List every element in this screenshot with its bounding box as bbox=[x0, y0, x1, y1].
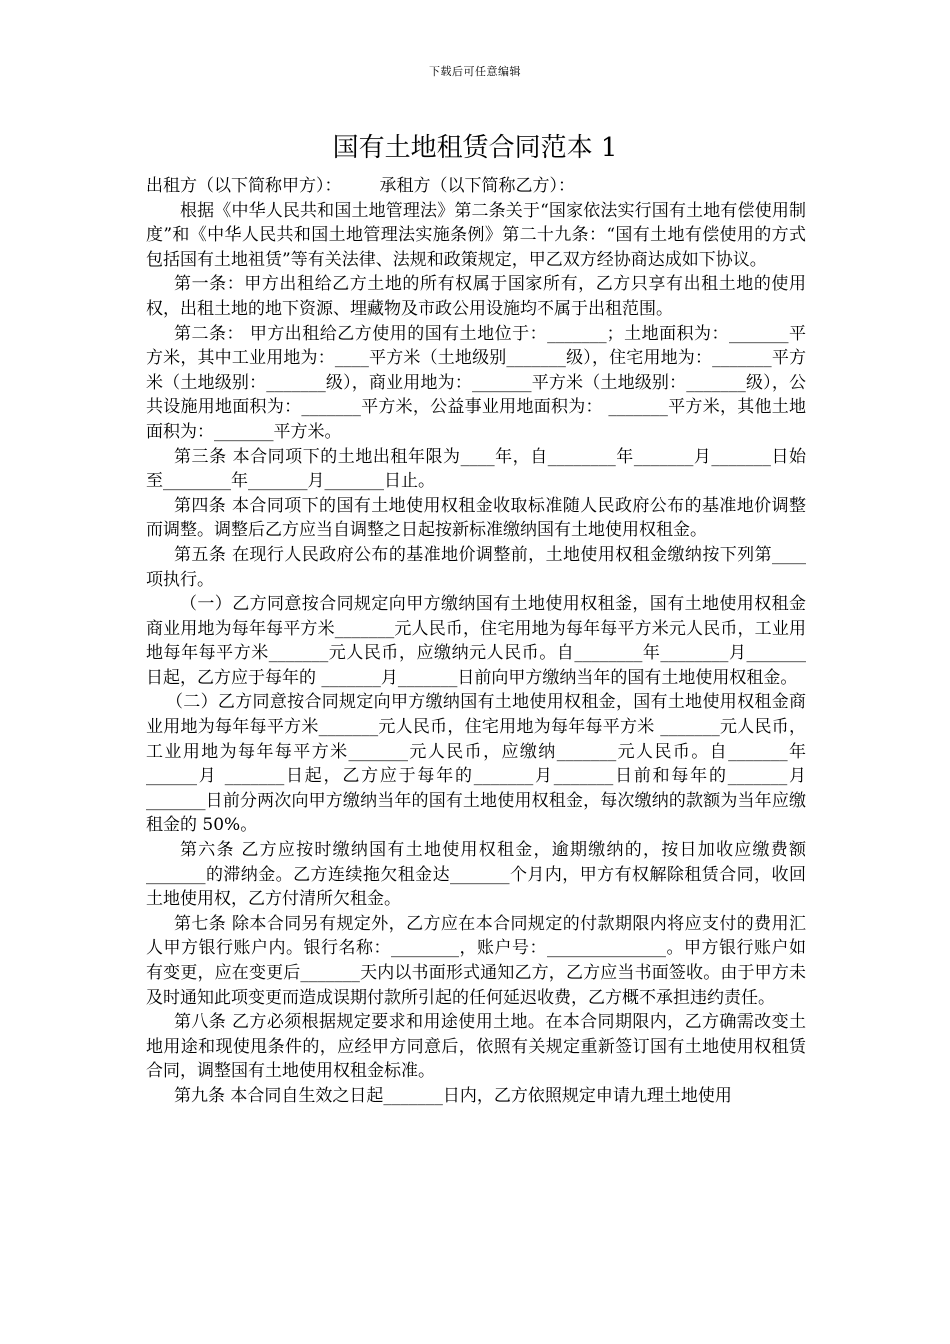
article-6-paragraph: 第六条 乙方应按时缴纳国有土地使用权租金，逾期缴纳的，按日加收应缴费额_______的滞纳金。乙方连续拖欠租金达_______个月内，甲方有权解除租赁合同，收回 土地使用权，乙方付清所欠租金。 bbox=[146, 840, 806, 910]
article-2-paragraph: 第二条： 甲方出租给乙方使用的国有土地位于：_______；土地面积为：_______平方米，其中工业用地为：____平方米（土地级别_______级），住宅用地为：_______平方米（土地级别：_______级），商业用地为：_______平方米（土地级别：_______级），公共设施用地面积为：_______平方米，公益事业用地面积为： _______平方米，其他土地面积为：_______平方米。 bbox=[146, 323, 806, 442]
article-5-paragraph: 第五条 在现行人民政府公布的基准地价调整前，土地使用权租金缴纳按下列第____项执行。 bbox=[146, 544, 806, 590]
article-3-paragraph: 第三条 本合同项下的土地出租年限为____年，自________年_______月_______日始至________年_______月_______日止。 bbox=[146, 446, 806, 492]
parties-line bbox=[146, 174, 806, 199]
lessee-label: 承租方（以下简称乙方）： bbox=[379, 176, 575, 196]
article-5-option-1-paragraph: （一）乙方同意按合同规定向甲方缴纳国有土地使用权租釜，国有土地使用权租金商业用地为每年每平方米_______元人民币，住宅用地为每年每平方米元人民币，工业用地每年每平方米_______元人民币，应缴纳元人民币。自________年________月_______日起，乙方应于每年的 _______月_______日前向甲方缴纳当年的国有土地使用权租金。 bbox=[146, 594, 806, 688]
article-8-paragraph: 第八条 乙方必须根据规定要求和用途使用土地。在本合同期限内，乙方确需改变土地用途和现使甩条件的，应经甲方同意后，依照有关规定重新签订国有土地使用权租赁合同，调整国有土地使用权租金标准。 bbox=[146, 1012, 806, 1082]
article-5-option-2-paragraph: （二）乙方同意按合同规定向甲方缴纳国有土地使用权租金，国有土地使用权租金商业用地为每年每平方米_______元人民币，住宅用地为每年每平方米 _______元人民币，工业用地为每年每平方米_______元人民币，应缴纳_______元人民币。自_______年______月 _______日起，乙方应于每年的_______月_______日前和每年的_______月_______日前分两次向甲方缴纳当年的国有土地使用权租金，每次缴纳的款额为当年应缴租金的 50%。 bbox=[146, 692, 806, 836]
article-1-paragraph: 第一条：甲方出租给乙方土地的所有权属于国家所有，乙方只享有出租土地的使用权，出租土地的地下资源、埋藏物及市政公用设施均不属于出租范围。 bbox=[146, 274, 806, 319]
lessor-label: 出租方（以下简称甲方）： bbox=[146, 176, 342, 196]
article-9-paragraph: 第九条 本合同自生效之日起_______日内，乙方依照规定申请九理土地使用 bbox=[174, 1085, 732, 1106]
preamble-paragraph: 根据《中华人民共和国土地管理法》第二条关于“国家依法实行国有土地有偿使用制度”和《中华人民共和国土地管理法实施条例》第二十九条：“国有土地有偿使用的方式包括国有土地祖赁”等有关法律、法规和政策规定，甲乙双方经协商达成如下协议。 bbox=[146, 200, 806, 270]
contract-body bbox=[146, 174, 806, 1109]
page-title: 国有土地租赁合同范本 1 bbox=[332, 133, 618, 163]
article-7-paragraph: 第七条 除本合同另有规定外，乙方应在本合同规定的付款期限内将应支付的费用汇人甲方银行账户内。银行名称：________，账户号：______________。甲方银行账户如有变更，应在变更后_______天内以书面形式通知乙方，乙方应当书面签收。由于甲方未及时通知此项变更而造成误期付款所引起的任何延迟收费，乙方概不承担违约责任。 bbox=[146, 913, 806, 1008]
article-4-paragraph: 第四条 本合同项下的国有土地使用权租金收取标准随人民政府公布的基准地价调整而调整。调整后乙方应当自调整之日起按新标准缴纳国有土地使用权租金。 bbox=[146, 495, 806, 541]
header-note: 下载后可任意编辑 bbox=[429, 65, 521, 78]
